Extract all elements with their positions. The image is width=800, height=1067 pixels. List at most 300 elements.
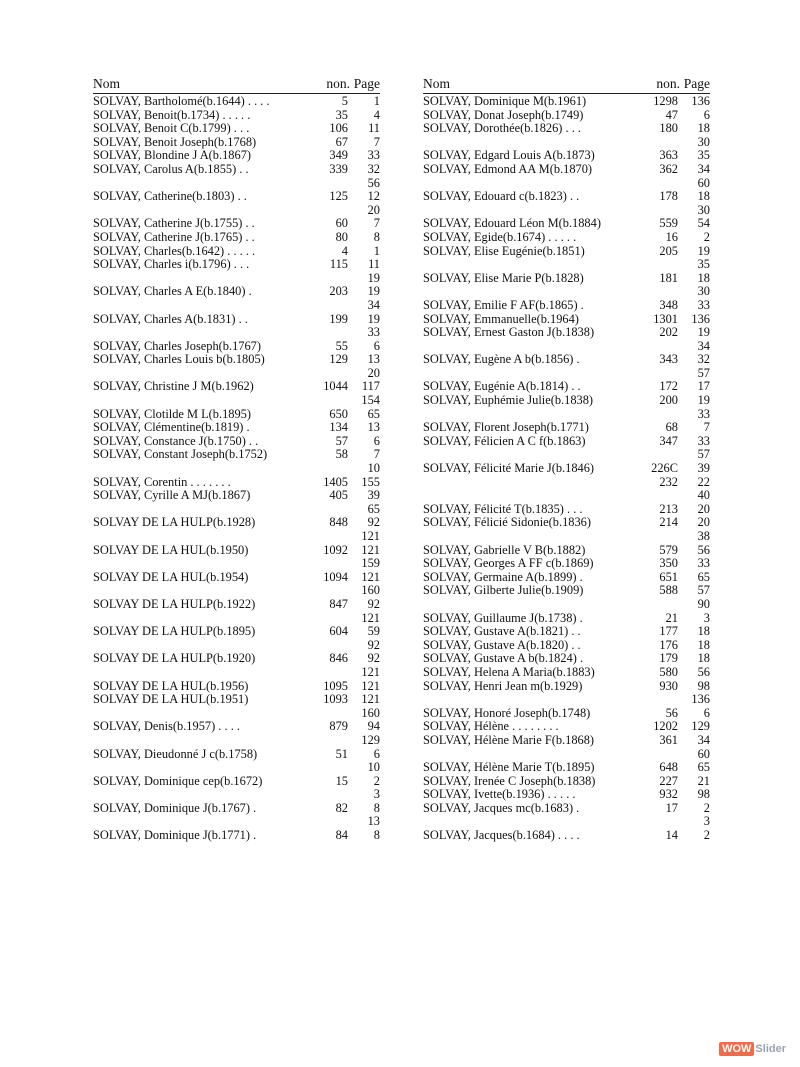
index-row — [93, 95, 380, 109]
index-row — [93, 693, 380, 707]
entry-number: 1405 — [323, 474, 348, 489]
entry-name: SOLVAY, Bartholomé(b.1644) . . . . — [93, 94, 270, 108]
entry-page: 18 — [697, 624, 710, 639]
entry-name: SOLVAY, Benoit Joseph(b.1768) — [93, 134, 257, 149]
entry-page: 18 — [697, 270, 710, 285]
index-row — [423, 163, 710, 177]
entry-page: 33 — [367, 148, 380, 163]
entry-number: 879 — [329, 719, 348, 734]
entry-page: 18 — [697, 651, 710, 666]
entry-page: 121 — [361, 610, 380, 625]
index-row — [93, 625, 380, 639]
entry-number: 199 — [329, 311, 348, 326]
index-row — [93, 380, 380, 394]
entry-page: 129 — [361, 732, 380, 747]
index-row — [423, 598, 710, 612]
entry-page: 121 — [361, 542, 380, 557]
entry-page: 7 — [373, 134, 380, 149]
index-row — [93, 448, 380, 462]
entry-page: 33 — [697, 556, 710, 571]
entry-name: SOLVAY, Clémentine(b.1819) . — [93, 420, 250, 435]
index-row — [93, 299, 380, 313]
index-row — [423, 448, 710, 462]
index-row — [423, 489, 710, 503]
entry-name: SOLVAY, Catherine J(b.1765) . . — [93, 229, 255, 244]
entry-page: 117 — [361, 379, 380, 394]
entry-name: SOLVAY DE LA HUL(b.1956) — [93, 678, 249, 693]
entry-page: 3 — [373, 787, 380, 802]
index-row — [423, 625, 710, 639]
entry-page: 19 — [697, 325, 710, 340]
entry-number: 51 — [335, 746, 348, 761]
entry-page: 6 — [703, 705, 710, 720]
entry-number: 205 — [659, 243, 678, 258]
entry-page: 33 — [697, 297, 710, 312]
entry-name: SOLVAY, Elise Marie P(b.1828) — [423, 270, 584, 285]
entry-name: SOLVAY, Emilie F AF(b.1865) . — [423, 297, 584, 312]
entry-page: 33 — [367, 325, 380, 340]
entry-page: 160 — [361, 705, 380, 720]
entry-name: SOLVAY, Gustave A(b.1821) . . — [423, 624, 581, 639]
entry-number: 343 — [659, 352, 678, 367]
entry-page: 17 — [697, 379, 710, 394]
entry-page: 56 — [697, 542, 710, 557]
index-row — [93, 788, 380, 802]
entry-name: SOLVAY, Eugénie A(b.1814) . . — [423, 379, 581, 394]
index-row — [93, 544, 380, 558]
entry-page: 8 — [373, 828, 380, 843]
entry-name: SOLVAY, Constant Joseph(b.1752) — [93, 447, 268, 462]
entry-name: SOLVAY, Edouard Léon M(b.1884) — [423, 216, 601, 231]
entry-number: 180 — [659, 121, 678, 136]
entry-name: SOLVAY, Hélène . . . . . . . . — [423, 719, 559, 734]
entry-number: 134 — [329, 420, 348, 435]
entry-page: 19 — [697, 243, 710, 258]
watermark-logo — [719, 1043, 786, 1055]
right-column — [423, 74, 710, 843]
entry-page: 3 — [703, 610, 710, 625]
index-row — [93, 720, 380, 734]
entry-name: SOLVAY, Gilberte Julie(b.1909) — [423, 583, 584, 598]
entry-name: SOLVAY DE LA HUL(b.1951) — [93, 692, 249, 707]
header-number: non. — [326, 76, 350, 91]
index-row — [423, 516, 710, 530]
index-row — [93, 367, 380, 381]
entry-number: 115 — [329, 257, 348, 272]
entry-page: 13 — [367, 352, 380, 367]
entry-name: SOLVAY, Benoit C(b.1799) . . . — [93, 121, 250, 136]
entry-page: 57 — [697, 447, 710, 462]
entry-number: 213 — [659, 501, 678, 516]
entry-number: 68 — [665, 420, 678, 435]
index-row — [93, 326, 380, 340]
entry-name: SOLVAY, Jacques(b.1684) . . . . — [423, 828, 580, 843]
entry-page: 20 — [367, 202, 380, 217]
entry-number: 604 — [329, 624, 348, 639]
index-row — [423, 122, 710, 136]
index-row — [93, 612, 380, 626]
entry-number: 14 — [665, 828, 678, 843]
entry-page: 20 — [697, 501, 710, 516]
index-row — [93, 285, 380, 299]
entry-number: 4 — [341, 243, 348, 258]
entry-number: 56 — [665, 705, 678, 720]
entry-number: 580 — [659, 664, 678, 679]
entry-page: 18 — [697, 637, 710, 652]
entry-name: SOLVAY, Denis(b.1957) . . . . — [93, 719, 240, 734]
entry-number: 16 — [665, 229, 678, 244]
header-page: Page — [683, 76, 710, 91]
index-row — [93, 421, 380, 435]
entry-number: 232 — [659, 474, 678, 489]
entry-page: 57 — [697, 365, 710, 380]
entry-page: 2 — [703, 828, 710, 843]
entry-name: SOLVAY, Edgard Louis A(b.1873) — [423, 148, 595, 163]
index-row — [423, 571, 710, 585]
index-row — [93, 680, 380, 694]
entry-number: 650 — [329, 406, 348, 421]
index-row — [423, 272, 710, 286]
entry-page: 12 — [367, 189, 380, 204]
entry-page: 56 — [367, 175, 380, 190]
entry-page: 98 — [697, 787, 710, 802]
entry-page: 10 — [367, 760, 380, 775]
entry-number: 179 — [659, 651, 678, 666]
entry-number: 21 — [665, 610, 678, 625]
index-row — [423, 408, 710, 422]
entry-name: SOLVAY, Donat Joseph(b.1749) — [423, 107, 584, 122]
index-row — [93, 571, 380, 585]
entry-page: 30 — [697, 284, 710, 299]
entry-number: 203 — [329, 284, 348, 299]
index-row — [423, 380, 710, 394]
index-row — [423, 95, 710, 109]
entry-page: 1 — [373, 243, 380, 258]
entry-name: SOLVAY, Dieudonné J c(b.1758) — [93, 746, 258, 761]
watermark-part2: Slider — [755, 1043, 786, 1055]
entry-page: 60 — [697, 746, 710, 761]
entry-page: 136 — [691, 94, 710, 108]
entry-number: 1092 — [323, 542, 348, 557]
entry-number: 55 — [335, 338, 348, 353]
entry-page: 2 — [703, 229, 710, 244]
index-row — [93, 666, 380, 680]
entry-number: 363 — [659, 148, 678, 163]
entry-name: SOLVAY, Gustave A b(b.1824) . — [423, 651, 584, 666]
index-row — [93, 530, 380, 544]
entry-page: 40 — [697, 488, 710, 503]
entry-name: SOLVAY DE LA HULP(b.1922) — [93, 596, 256, 611]
entry-page: 11 — [368, 257, 380, 272]
entry-page: 7 — [373, 216, 380, 231]
entry-page: 13 — [367, 814, 380, 829]
index-row — [423, 788, 710, 802]
entry-name: SOLVAY, Constance J(b.1750) . . — [93, 433, 259, 448]
entry-number: 347 — [659, 433, 678, 448]
index-row — [423, 829, 710, 843]
entry-page: 11 — [368, 121, 380, 136]
entry-name: SOLVAY, Charles Louis b(b.1805) — [93, 352, 265, 367]
entry-name: SOLVAY, Florent Joseph(b.1771) — [423, 420, 589, 435]
index-row — [423, 367, 710, 381]
entry-name: SOLVAY, Charles Joseph(b.1767) — [93, 338, 261, 353]
entry-number: 579 — [659, 542, 678, 557]
entry-number: 58 — [335, 447, 348, 462]
entry-page: 60 — [697, 175, 710, 190]
entry-name: SOLVAY, Emmanuelle(b.1964) — [423, 311, 579, 326]
index-row — [423, 136, 710, 150]
index-row — [423, 775, 710, 789]
entry-number: 5 — [341, 94, 348, 108]
entry-number: 178 — [659, 189, 678, 204]
entry-name: SOLVAY, Clotilde M L(b.1895) — [93, 406, 252, 421]
index-row — [423, 734, 710, 748]
entry-name: SOLVAY, Egide(b.1674) . . . . . — [423, 229, 577, 244]
entry-page: 13 — [367, 420, 380, 435]
entry-number: 361 — [659, 732, 678, 747]
entry-name: SOLVAY DE LA HUL(b.1954) — [93, 569, 249, 584]
entry-number: 1298 — [653, 94, 678, 108]
entry-number: 226C — [651, 461, 678, 476]
entry-page: 6 — [703, 107, 710, 122]
entry-page: 94 — [367, 719, 380, 734]
index-row — [423, 299, 710, 313]
entry-number: 181 — [659, 270, 678, 285]
entry-page: 34 — [367, 297, 380, 312]
entry-name: SOLVAY, Félicié Sidonie(b.1836) — [423, 515, 591, 530]
entry-name: SOLVAY, Cyrille A MJ(b.1867) — [93, 488, 251, 503]
index-row — [93, 313, 380, 327]
index-row — [93, 503, 380, 517]
entry-page: 21 — [697, 773, 710, 788]
entry-page: 129 — [691, 719, 710, 734]
index-rows-right — [423, 95, 710, 843]
entry-number: 1095 — [323, 678, 348, 693]
column-header — [423, 74, 710, 94]
entry-page: 3 — [703, 814, 710, 829]
entry-name: SOLVAY, Charles(b.1642) . . . . . — [93, 243, 256, 258]
entry-number: 930 — [659, 678, 678, 693]
entry-name: SOLVAY, Charles A E(b.1840) . — [93, 284, 252, 299]
index-row — [423, 720, 710, 734]
index-row — [423, 353, 710, 367]
index-row — [93, 163, 380, 177]
index-row — [423, 584, 710, 598]
watermark-part1: WOW — [719, 1042, 754, 1056]
entry-number: 82 — [335, 800, 348, 815]
entry-name: SOLVAY, Jacques mc(b.1683) . — [423, 800, 580, 815]
column-header — [93, 74, 380, 94]
entry-number: 1202 — [653, 719, 678, 734]
index-row — [423, 313, 710, 327]
entry-number: 559 — [659, 216, 678, 231]
index-row — [423, 802, 710, 816]
entry-name: SOLVAY, Dorothée(b.1826) . . . — [423, 121, 581, 136]
index-row — [93, 340, 380, 354]
entry-number: 362 — [659, 161, 678, 176]
header-page: Page — [353, 76, 380, 91]
entry-number: 17 — [665, 800, 678, 815]
entry-page: 22 — [697, 474, 710, 489]
entry-page: 34 — [697, 161, 710, 176]
entry-page: 160 — [361, 583, 380, 598]
entry-page: 33 — [697, 433, 710, 448]
entry-page: 19 — [367, 284, 380, 299]
entry-number: 176 — [659, 637, 678, 652]
entry-page: 65 — [697, 569, 710, 584]
index-row — [423, 109, 710, 123]
entry-name: SOLVAY, Helena A Maria(b.1883) — [423, 664, 595, 679]
index-row — [93, 435, 380, 449]
entry-number: 202 — [659, 325, 678, 340]
entry-number: 648 — [659, 760, 678, 775]
index-row — [423, 421, 710, 435]
entry-page: 34 — [697, 732, 710, 747]
entry-name: SOLVAY, Elise Eugénie(b.1851) — [423, 243, 585, 258]
entry-number: 125 — [329, 189, 348, 204]
index-row — [93, 815, 380, 829]
entry-name: SOLVAY, Hélène Marie T(b.1895) — [423, 760, 595, 775]
entry-number: 47 — [665, 107, 678, 122]
entry-number: 84 — [335, 828, 348, 843]
index-row — [93, 734, 380, 748]
index-row — [93, 476, 380, 490]
entry-name: SOLVAY, Catherine J(b.1755) . . — [93, 216, 255, 231]
entry-name: SOLVAY, Gustave A(b.1820) . . — [423, 637, 581, 652]
index-row — [423, 666, 710, 680]
index-row — [93, 748, 380, 762]
index-row — [93, 829, 380, 843]
index-rows-left — [93, 95, 380, 843]
index-row — [423, 612, 710, 626]
index-row — [93, 122, 380, 136]
entry-page: 38 — [697, 529, 710, 543]
entry-name: SOLVAY, Charles A(b.1831) . . — [93, 311, 248, 326]
entry-page: 6 — [373, 746, 380, 761]
entry-number: 227 — [659, 773, 678, 788]
index-row — [423, 476, 710, 490]
index-row — [93, 231, 380, 245]
entry-number: 339 — [329, 161, 348, 176]
entry-number: 214 — [659, 515, 678, 530]
entry-number: 35 — [335, 107, 348, 122]
entry-name: SOLVAY, Edmond AA M(b.1870) — [423, 161, 593, 176]
entry-page: 92 — [367, 637, 380, 652]
entry-number: 405 — [329, 488, 348, 503]
entry-name: SOLVAY, Georges A FF c(b.1869) — [423, 556, 594, 571]
entry-number: 177 — [659, 624, 678, 639]
entry-number: 129 — [329, 352, 348, 367]
index-row — [423, 748, 710, 762]
index-row — [423, 204, 710, 218]
entry-page: 18 — [697, 189, 710, 204]
entry-name: SOLVAY DE LA HUL(b.1950) — [93, 542, 249, 557]
entry-page: 92 — [367, 651, 380, 666]
entry-page: 20 — [367, 365, 380, 380]
index-row — [93, 652, 380, 666]
index-row — [423, 258, 710, 272]
entry-page: 57 — [697, 583, 710, 598]
index-row — [423, 340, 710, 354]
entry-number: 588 — [659, 583, 678, 598]
index-row — [93, 639, 380, 653]
entry-page: 33 — [697, 406, 710, 421]
entry-page: 30 — [697, 202, 710, 217]
entry-page: 92 — [367, 596, 380, 611]
entry-name: SOLVAY, Félicien A C f(b.1863) — [423, 433, 586, 448]
entry-page: 20 — [697, 515, 710, 530]
entry-page: 7 — [373, 447, 380, 462]
index-row — [423, 326, 710, 340]
entry-number: 67 — [335, 134, 348, 149]
entry-name: SOLVAY DE LA HULP(b.1895) — [93, 624, 256, 639]
entry-name: SOLVAY, Ernest Gaston J(b.1838) — [423, 325, 595, 340]
entry-page: 4 — [373, 107, 380, 122]
index-row — [423, 394, 710, 408]
index-row — [93, 204, 380, 218]
entry-name: SOLVAY, Dominique J(b.1771) . — [93, 828, 257, 843]
index-row — [423, 544, 710, 558]
left-column — [93, 74, 380, 843]
entry-number: 1301 — [653, 311, 678, 326]
index-row — [93, 775, 380, 789]
index-row — [423, 245, 710, 259]
index-row — [93, 190, 380, 204]
index-row — [93, 394, 380, 408]
entry-name: SOLVAY, Catherine(b.1803) . . — [93, 189, 247, 204]
entry-name: SOLVAY, Félicité Marie J(b.1846) — [423, 461, 595, 476]
entry-name: SOLVAY, Dominique J(b.1767) . — [93, 800, 257, 815]
index-row — [423, 707, 710, 721]
index-row — [93, 598, 380, 612]
entry-name: SOLVAY, Corentin . . . . . . . — [93, 474, 231, 489]
entry-number: 348 — [659, 297, 678, 312]
index-row — [423, 639, 710, 653]
entry-name: SOLVAY, Charles i(b.1796) . . . — [93, 257, 250, 272]
entry-page: 19 — [697, 393, 710, 408]
header-number: non. — [656, 76, 680, 91]
entry-number: 932 — [659, 787, 678, 802]
entry-name: SOLVAY, Dominique M(b.1961) — [423, 94, 587, 108]
entry-page: 6 — [373, 338, 380, 353]
index-row — [93, 136, 380, 150]
entry-number: 106 — [329, 121, 348, 136]
index-row — [423, 435, 710, 449]
entry-page: 39 — [697, 461, 710, 476]
entry-name: SOLVAY, Ivette(b.1936) . . . . . — [423, 787, 576, 802]
entry-page: 35 — [697, 257, 710, 272]
entry-name: SOLVAY, Félicité T(b.1835) . . . — [423, 501, 583, 516]
entry-page: 35 — [697, 148, 710, 163]
index-row — [93, 177, 380, 191]
entry-number: 80 — [335, 229, 348, 244]
index-row — [93, 149, 380, 163]
entry-number: 1094 — [323, 569, 348, 584]
index-row — [93, 408, 380, 422]
entry-page: 19 — [367, 311, 380, 326]
entry-page: 154 — [361, 393, 380, 408]
index-row — [423, 231, 710, 245]
entry-page: 30 — [697, 134, 710, 149]
entry-number: 60 — [335, 216, 348, 231]
entry-page: 92 — [367, 515, 380, 530]
entry-name: SOLVAY, Gabrielle V B(b.1882) — [423, 542, 586, 557]
entry-name: SOLVAY, Honoré Joseph(b.1748) — [423, 705, 591, 720]
entry-page: 65 — [697, 760, 710, 775]
entry-page: 121 — [361, 664, 380, 679]
entry-name: SOLVAY, Christine J M(b.1962) — [93, 379, 254, 394]
header-name: Nom — [423, 76, 450, 91]
